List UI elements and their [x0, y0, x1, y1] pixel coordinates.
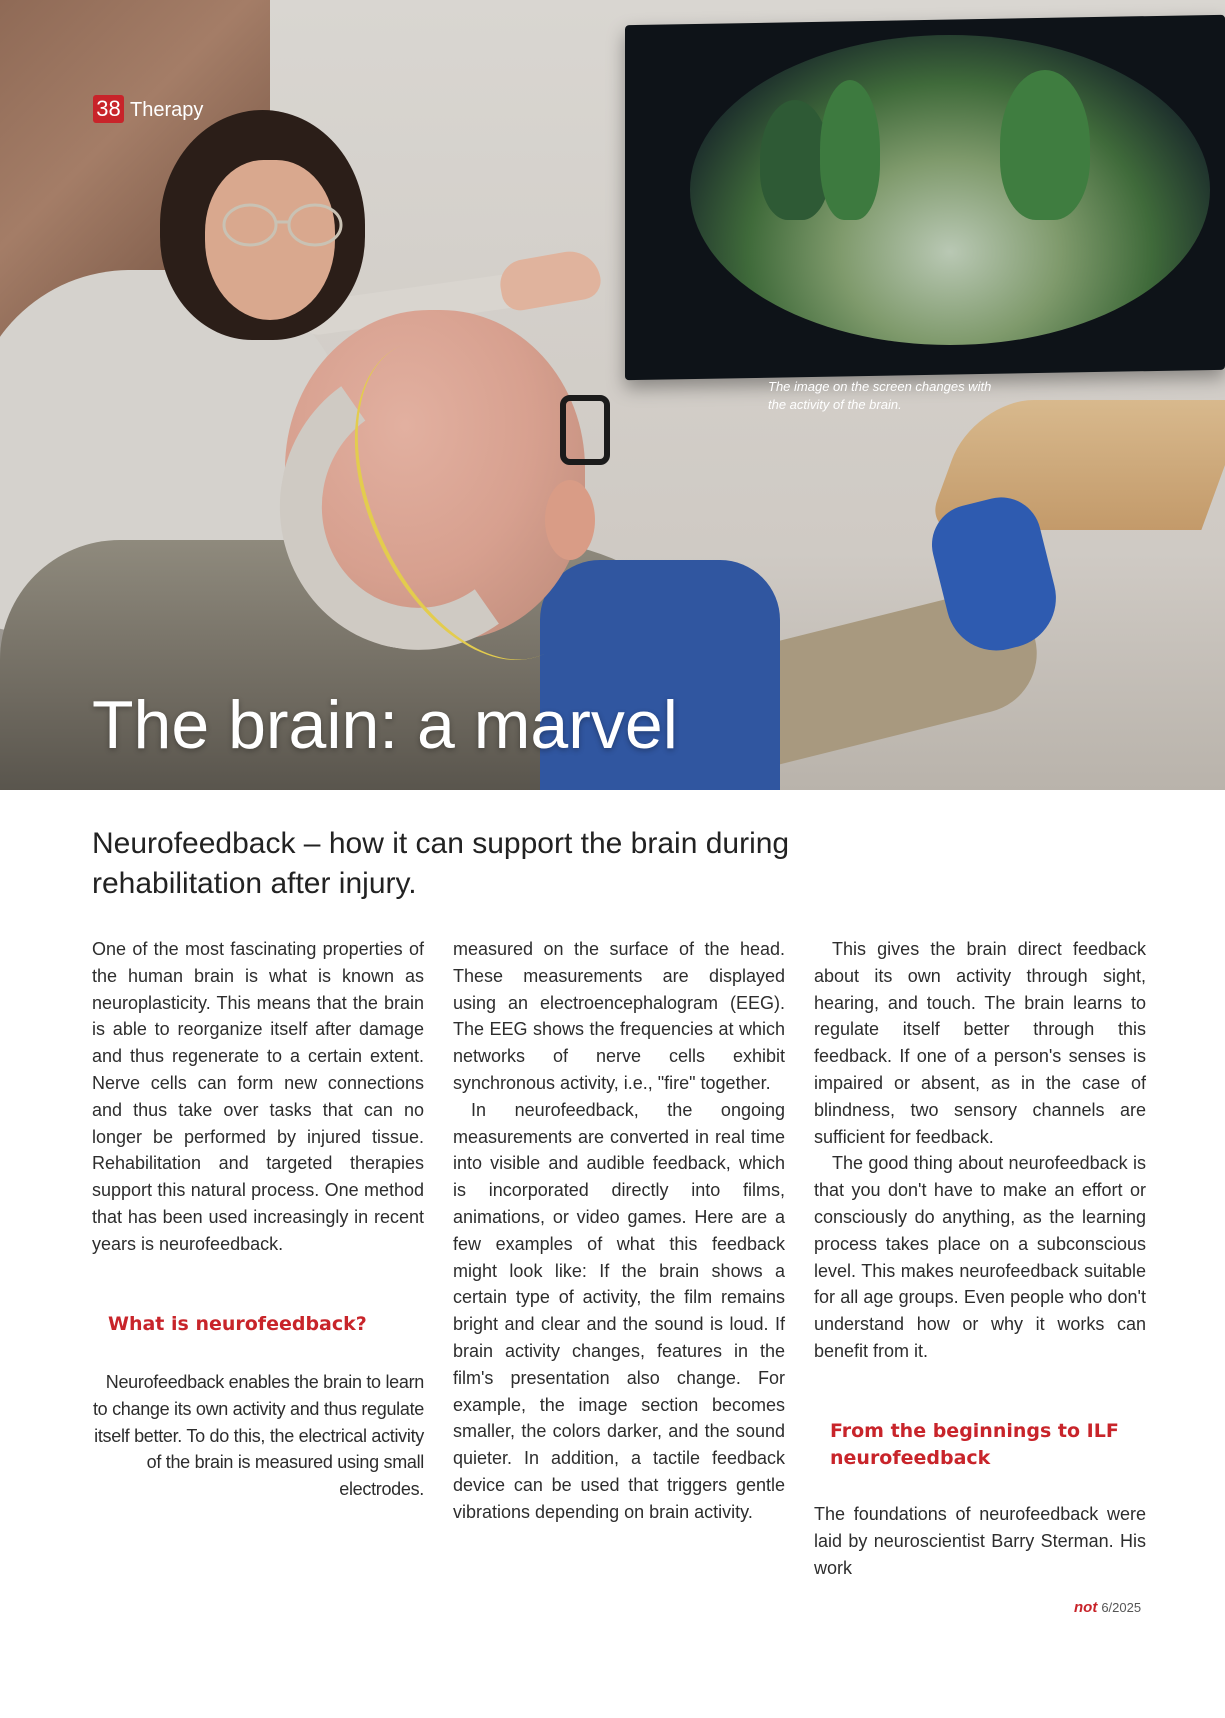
issue-number: 6/2025: [1101, 1600, 1142, 1615]
paragraph: In neurofeedback, the ongoing measurements are converted in real time into visible and audible feedback, which is incorporated directly into films, animations, or video games. Here are a few examples of what this feedback might look like: If the brain shows a certain type of activity, the film remains bright and clear and the sound is loud. If brain activity changes, features in the film's presentation also change. For example, the image section becomes smaller, the colors darker, and the sound quieter. In addition, a tactile feedback device can be used that triggers gentle vibrations depending on brain activity.: [453, 1099, 785, 1522]
article-headline: The brain: a marvel: [92, 687, 678, 763]
paragraph: The foundations of neurofeedback were laid by neuroscientist Barry Sterman. His work: [814, 1504, 1146, 1578]
subheading: From the beginnings to ILF neurofeedback: [830, 1420, 1119, 1469]
column-2: [453, 936, 785, 1526]
paragraph: The good thing about neurofeedback is that you don't have to make an effort or consciously do anything, as the learning process takes place on a subconscious level. This makes neurofeedback suitable for all age groups. Even people who don't understand how or why it works can benefit from it.: [814, 1153, 1146, 1361]
paragraph: This gives the brain direct feedback about its own activity through sight, hearing, and touch. The brain learns to regulate itself better through this feedback. If one of a person's senses is impaired or absent, as in the case of blindness, two sensory channels are sufficient for feedback.: [814, 939, 1146, 1147]
tree-shape: [820, 80, 880, 220]
subheading: What is neurofeedback?: [108, 1313, 367, 1335]
photo-caption: The image on the screen changes with the activity of the brain.: [768, 379, 992, 412]
section-label: Therapy: [130, 99, 204, 121]
pull-text: Neurofeedback enables the brain to learn to change its own activity and thus regulate itself better. To do this, the electrical activity of the brain is measured using small electrodes.: [92, 1372, 424, 1500]
page-number: 38: [93, 95, 124, 123]
paragraph: One of the most fascinating properties of the human brain is what is known as neuroplasticity. This means that the brain is able to reorganize itself after damage and thus regenerate to a certain extent. Nerve cells can form new connections and thus take over tasks that can no longer be performed by injured tissue. Rehabilitation and targeted therapies support this natural process. One method that has been used increasingly in recent years is neurofeedback.: [92, 939, 424, 1254]
page-footer: [1074, 1600, 1141, 1616]
paragraph: measured on the surface of the head. These measurements are displayed using an electroencephalogram (EEG). The EEG shows the frequencies at which networks of nerve cells exhibit synchronous activity, i.e., "fire" together.: [453, 939, 785, 1093]
column-3-continued: [814, 1501, 1146, 1581]
patient-glasses: [560, 395, 610, 465]
article-subtitle: Neurofeedback – how it can support the brain during rehabilitation after injury.: [92, 827, 790, 900]
column-3: [814, 936, 1146, 1365]
magazine-logo: not: [1074, 1599, 1098, 1616]
tree-shape: [1000, 70, 1090, 220]
column-1: [92, 936, 424, 1258]
glasses-icon: [220, 200, 350, 250]
